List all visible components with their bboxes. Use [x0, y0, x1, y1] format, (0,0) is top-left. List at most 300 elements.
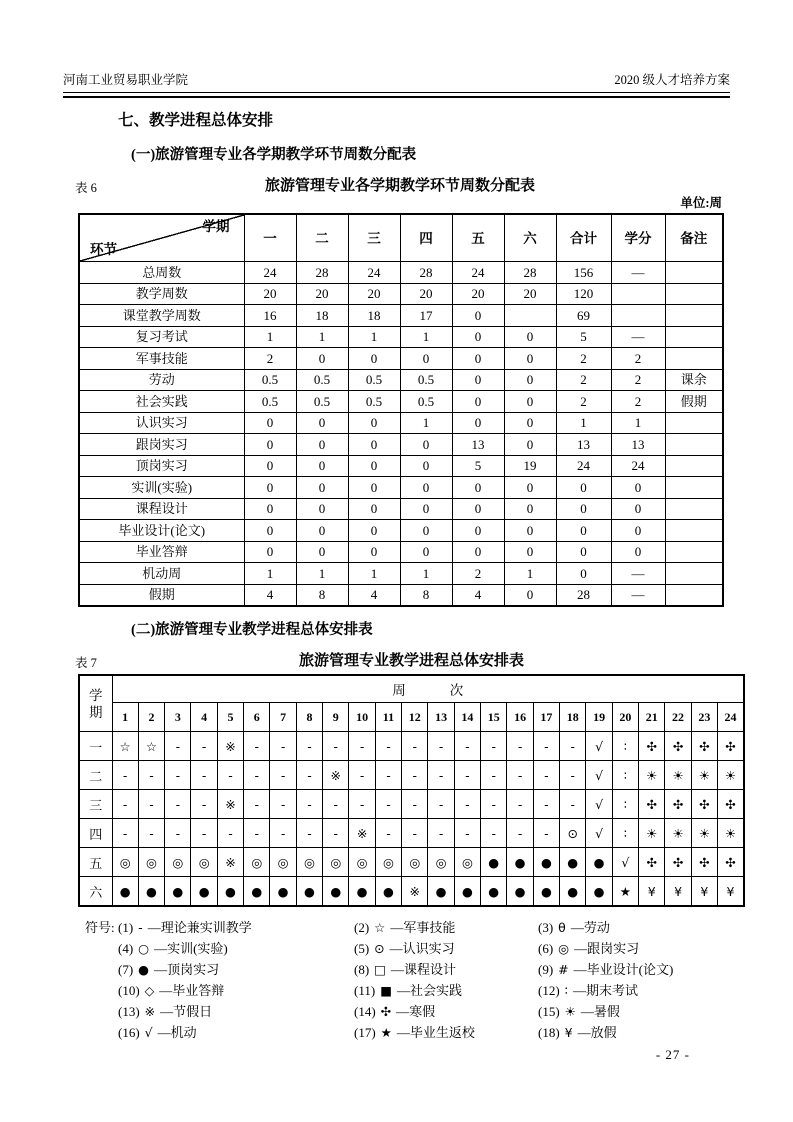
legend-item [538, 1001, 793, 1022]
table7-week-number: 14 [454, 703, 480, 732]
table6-cell: 18 [296, 305, 348, 327]
table6-row [79, 455, 723, 477]
table6-cell: 0 [348, 348, 400, 370]
table6-cell: 0.5 [296, 391, 348, 413]
table7-cell: - [244, 732, 270, 761]
table7-body [79, 732, 744, 907]
legend-line [85, 1001, 793, 1022]
table7-cell: ◎ [270, 848, 296, 877]
table6-cell: 28 [556, 584, 611, 606]
legend-item [354, 938, 538, 959]
table6-cell: 20 [296, 283, 348, 305]
table7-cell: ✣ [691, 848, 717, 877]
table7-cell: - [507, 732, 533, 761]
legend-prefix [85, 1022, 118, 1043]
table6-cell: 0 [452, 369, 504, 391]
table7-cell: ¥ [718, 877, 744, 907]
table7-cell: √ [586, 732, 612, 761]
legend-item-number: (5) [354, 941, 370, 956]
table6-row [79, 283, 723, 305]
table6-row [79, 412, 723, 434]
table7-cell: ∶ [612, 761, 638, 790]
table6-cell: 4 [348, 584, 400, 606]
table6-row-label: 跟岗实习 [79, 434, 244, 456]
table6-row [79, 326, 723, 348]
legend-item [538, 980, 793, 1001]
table6-column-header: 三 [348, 214, 400, 262]
table7-cell: ● [375, 877, 401, 907]
legend-item-symbol: □ [374, 962, 386, 977]
legend-item-symbol: ◇ [144, 983, 155, 998]
table7-row [79, 761, 744, 790]
table6-cell: 2 [556, 391, 611, 413]
table7-cell: - [560, 761, 586, 790]
table6-cell: 0 [611, 498, 665, 520]
table7-cell: √ [586, 819, 612, 848]
table6-cell: 5 [452, 455, 504, 477]
table7-week-number: 3 [165, 703, 191, 732]
table6-cell: 0 [296, 477, 348, 499]
table6-row-label: 复习考试 [79, 326, 244, 348]
legend-item-number: (13) [118, 1004, 140, 1019]
table6-cell [504, 305, 556, 327]
table7-cell: - [454, 732, 480, 761]
table6-row [79, 563, 723, 585]
table6-cell: 13 [611, 434, 665, 456]
table6-row-label: 认识实习 [79, 412, 244, 434]
table7-cell: - [217, 819, 243, 848]
table6-cell: 20 [348, 283, 400, 305]
legend-item-desc: —理论兼实训教学 [147, 920, 252, 935]
table7-cell: ✣ [665, 848, 691, 877]
table7-cell: ◎ [349, 848, 375, 877]
table6-cell: 0 [348, 541, 400, 563]
legend-item-number: (6) [538, 941, 554, 956]
legend-item-desc: —顶岗实习 [154, 962, 220, 977]
section-title: 七、教学进程总体安排 [118, 112, 274, 129]
table7-week-number: 19 [586, 703, 612, 732]
table7-cell: - [481, 790, 507, 819]
table6-cell: 0 [504, 541, 556, 563]
table6-cell: 1 [611, 412, 665, 434]
table6-cell: 19 [504, 455, 556, 477]
legend-item [354, 1022, 538, 1043]
table7-cell: ☀ [639, 761, 665, 790]
legend-item-number: (9) [538, 962, 554, 977]
table7-cell: - [138, 790, 164, 819]
table7-week-number: 8 [296, 703, 322, 732]
legend-line [85, 980, 793, 1001]
table6-cell: 0 [400, 348, 452, 370]
table6-cell: 0 [348, 498, 400, 520]
legend-item-symbol: - [138, 920, 143, 935]
table7-cell: - [323, 732, 349, 761]
legend-item-desc: —暑假 [580, 1004, 620, 1019]
table7-cell: - [428, 732, 454, 761]
table7-cell: ● [112, 877, 138, 907]
table6-cell: — [611, 326, 665, 348]
table7-row [79, 819, 744, 848]
table6-cell: 0 [556, 477, 611, 499]
table6-cell: 0 [611, 477, 665, 499]
table7-cell: - [270, 790, 296, 819]
table7-cell: - [165, 732, 191, 761]
table6-row-label: 假期 [79, 584, 244, 606]
table6-cell [665, 326, 723, 348]
legend-item-desc: —社会实践 [397, 983, 463, 998]
table6-cell: 2 [611, 391, 665, 413]
table6-cell: 0 [296, 434, 348, 456]
table6-row-label: 社会实践 [79, 391, 244, 413]
table7-row-label: 二 [79, 761, 112, 790]
table7-cell: - [296, 790, 322, 819]
table6-cell: 13 [452, 434, 504, 456]
table6-cell [665, 584, 723, 606]
table7-week-header: 周次 [112, 675, 744, 703]
table6-cell: 0 [296, 455, 348, 477]
table6-cell: 0 [244, 498, 296, 520]
table7-cell: √ [586, 790, 612, 819]
table7-cell: ● [428, 877, 454, 907]
table7-cell: ¥ [691, 877, 717, 907]
table6-row-label: 军事技能 [79, 348, 244, 370]
table7-label: 表 7 [75, 656, 97, 670]
legend-item-number: (10) [118, 983, 140, 998]
table6-cell: 0 [400, 455, 452, 477]
legend-item-symbol: ¥ [564, 1025, 573, 1040]
table7-cell: ✣ [691, 732, 717, 761]
legend-item-desc: —实训(实验) [154, 941, 228, 956]
table7-cell: - [349, 732, 375, 761]
table6-cell: 0 [504, 520, 556, 542]
legend-item-desc: —放假 [577, 1025, 617, 1040]
table6-cell: 0 [452, 326, 504, 348]
table6-header-row [79, 214, 723, 262]
table6-body [79, 262, 723, 607]
table6-cell: 24 [244, 262, 296, 284]
table6-unit: 单位:周 [680, 196, 722, 210]
legend-line [85, 917, 793, 938]
legend-prefix [85, 938, 118, 959]
page-header [63, 70, 730, 88]
table6-label: 表 6 [75, 181, 97, 195]
table6-cell: 24 [556, 455, 611, 477]
table6-cell: 1 [296, 563, 348, 585]
table6-row-label: 毕业答辩 [79, 541, 244, 563]
table7-cell: - [349, 761, 375, 790]
table6-cell: 0 [296, 498, 348, 520]
table6-row-label: 课程设计 [79, 498, 244, 520]
legend-line [85, 1022, 793, 1043]
table7-cell: ✣ [691, 790, 717, 819]
table7-cell: - [454, 819, 480, 848]
table6-cell: 0 [400, 434, 452, 456]
table7-cell: ● [586, 848, 612, 877]
legend-item-number: (8) [354, 962, 370, 977]
table7-cell: - [138, 761, 164, 790]
table6-cell: 0 [348, 477, 400, 499]
table6-cell [665, 477, 723, 499]
table6-cell: 0.5 [296, 369, 348, 391]
table6-cell: 17 [400, 305, 452, 327]
table6-cell: 24 [611, 455, 665, 477]
table7-cell: - [191, 761, 217, 790]
table7-row-label: 三 [79, 790, 112, 819]
table7-cell: √ [612, 848, 638, 877]
table7-cell: ● [191, 877, 217, 907]
legend-item [354, 959, 538, 980]
table7-cell: ⊙ [560, 819, 586, 848]
legend-item [354, 1001, 538, 1022]
legend-item-desc: —课程设计 [390, 962, 456, 977]
table6-cell: 0 [400, 477, 452, 499]
table6-cell: 0 [556, 563, 611, 585]
table7-title: 旅游管理专业教学进程总体安排表 [298, 653, 524, 669]
table7-cell: ☀ [691, 819, 717, 848]
table7-cell: - [244, 790, 270, 819]
table7-cell: - [296, 819, 322, 848]
legend-prefix: 符号: [85, 920, 115, 935]
table6-column-header: 备注 [665, 214, 723, 262]
table7-cell: ● [138, 877, 164, 907]
table6-cell: 20 [452, 283, 504, 305]
table6-cell: 69 [556, 305, 611, 327]
table7-cell: ※ [217, 848, 243, 877]
table6-cell: 120 [556, 283, 611, 305]
legend-item [538, 1022, 793, 1043]
table6-cell [665, 348, 723, 370]
table7-cell: ● [533, 848, 559, 877]
table6-column-header: 六 [504, 214, 556, 262]
header-rule [63, 92, 730, 98]
table6-title: 旅游管理专业各学期教学环节周数分配表 [264, 178, 535, 194]
table7-cell: - [428, 819, 454, 848]
table7-week-number: 17 [533, 703, 559, 732]
legend-item [538, 959, 793, 980]
table7-cell: - [402, 790, 428, 819]
table7-cell: ☀ [665, 819, 691, 848]
legend-item-number: (11) [354, 983, 376, 998]
weeks-allocation-table [78, 213, 724, 607]
table6-cell: 0 [244, 434, 296, 456]
table7-cell: - [244, 819, 270, 848]
legend-item [354, 980, 538, 1001]
legend-item-desc: —机动 [157, 1025, 197, 1040]
table6-cell: 0 [244, 455, 296, 477]
table6-cell: 5 [556, 326, 611, 348]
legend-item-number: (3) [538, 920, 554, 935]
legend-item [538, 917, 793, 938]
header-plan-name: 2020 级人才培养方案 [614, 73, 730, 87]
table7-week-number: 11 [375, 703, 401, 732]
table7-cell: - [165, 819, 191, 848]
table6-row-label: 毕业设计(论文) [79, 520, 244, 542]
table7-cell: - [217, 761, 243, 790]
table6-cell: 0.5 [400, 369, 452, 391]
legend-item-number: (14) [354, 1004, 376, 1019]
legend-item [118, 938, 354, 959]
header-school-name: 河南工业贸易职业学院 [63, 73, 189, 87]
table6-cell: 0 [611, 541, 665, 563]
table7-cell: ◎ [191, 848, 217, 877]
table7-cell: ✣ [639, 848, 665, 877]
table7-cell: ✣ [665, 732, 691, 761]
table7-cell: ※ [402, 877, 428, 907]
table6-cell [665, 541, 723, 563]
table6-cell: 课余 [665, 369, 723, 391]
table6-cell: 0 [452, 305, 504, 327]
table7-week-number: 7 [270, 703, 296, 732]
table7-cell: ● [586, 877, 612, 907]
table6-cell [665, 283, 723, 305]
legend-item-symbol: ☆ [374, 920, 386, 935]
table7-cell: - [191, 732, 217, 761]
corner-label-stage: 环节 [90, 242, 117, 257]
table7-week-number: 18 [560, 703, 586, 732]
table7-week-number: 23 [691, 703, 717, 732]
table6-cell: 2 [556, 348, 611, 370]
table6-cell: 0 [244, 477, 296, 499]
legend-item-symbol: ● [138, 962, 150, 977]
table6-column-header: 二 [296, 214, 348, 262]
table6-cell: 0 [244, 541, 296, 563]
table7-cell: ● [560, 877, 586, 907]
table6-cell: 4 [244, 584, 296, 606]
table7-cell: - [402, 819, 428, 848]
table6-cell: 0 [556, 498, 611, 520]
table7-cell: - [454, 790, 480, 819]
table7-week-number: 6 [244, 703, 270, 732]
table6-cell: 0 [400, 498, 452, 520]
table7-cell: ✣ [639, 732, 665, 761]
table6-cell: 156 [556, 262, 611, 284]
table7-cell: ● [507, 848, 533, 877]
table6-cell [611, 305, 665, 327]
legend-item-symbol: # [558, 962, 569, 977]
table7-week-number: 20 [612, 703, 638, 732]
table6-cell: 20 [244, 283, 296, 305]
header-rule-thin [63, 92, 730, 93]
table7-cell: ◎ [428, 848, 454, 877]
table6-cell [665, 455, 723, 477]
table7-cell: ◎ [375, 848, 401, 877]
table7-cell: ☀ [639, 819, 665, 848]
table6-row-label: 机动周 [79, 563, 244, 585]
table7-cell: - [349, 790, 375, 819]
legend-item [118, 959, 354, 980]
table6-row-label: 课堂教学周数 [79, 305, 244, 327]
legend-item-number: (2) [354, 920, 370, 935]
table6-cell: 2 [244, 348, 296, 370]
legend-item-desc: —期末考试 [572, 983, 638, 998]
legend-item-desc: —节假日 [160, 1004, 213, 1019]
table7-header-row [79, 675, 744, 703]
legend-item-number: (7) [118, 962, 134, 977]
table6-row [79, 434, 723, 456]
table6-cell: — [611, 563, 665, 585]
table6-cell: 2 [556, 369, 611, 391]
table6-cell: 0 [504, 391, 556, 413]
legend-item-desc: —认识实习 [389, 941, 455, 956]
table7-cell: - [507, 819, 533, 848]
table6-cell: 8 [400, 584, 452, 606]
table6-row-label: 教学周数 [79, 283, 244, 305]
legend-item-desc: —毕业答辩 [159, 983, 225, 998]
table6-cell: 1 [244, 563, 296, 585]
table6-cell [665, 563, 723, 585]
table7-cell: - [112, 790, 138, 819]
table6-cell: 0 [244, 520, 296, 542]
table7-week-number: 12 [402, 703, 428, 732]
legend-item-number: (15) [538, 1004, 560, 1019]
table6-cell: 4 [452, 584, 504, 606]
table6-cell: 0 [348, 520, 400, 542]
table7-cell: - [296, 761, 322, 790]
legend-item-desc: —毕业设计(论文) [573, 962, 674, 977]
table6-cell: 28 [296, 262, 348, 284]
legend-line [85, 959, 793, 980]
table6-cell: 0 [504, 477, 556, 499]
table7-cell: ◎ [296, 848, 322, 877]
table7-week-number: 21 [639, 703, 665, 732]
table7-cell: ● [270, 877, 296, 907]
table7-cell: - [402, 732, 428, 761]
table6-cell: 13 [556, 434, 611, 456]
legend-item-symbol: ○ [138, 941, 150, 956]
table7-cell: ✣ [639, 790, 665, 819]
table7-cell: ☀ [691, 761, 717, 790]
table7-cell: - [244, 761, 270, 790]
table6-cell: 0 [296, 348, 348, 370]
table7-cell: - [481, 761, 507, 790]
table7-cell: √ [586, 761, 612, 790]
table7-cell: - [270, 761, 296, 790]
legend-item-symbol: ★ [380, 1025, 392, 1040]
table7-week-numbers [79, 703, 744, 732]
table6-cell: 8 [296, 584, 348, 606]
legend-line [85, 938, 793, 959]
table7-row [79, 790, 744, 819]
table6-row [79, 520, 723, 542]
table7-week-number: 9 [323, 703, 349, 732]
table7-row [79, 877, 744, 907]
table7-cell: - [533, 732, 559, 761]
table7-week-number: 13 [428, 703, 454, 732]
table6-cell: 0 [400, 520, 452, 542]
table7-week-number: 1 [112, 703, 138, 732]
table7-row-label: 五 [79, 848, 112, 877]
table6-cell: 0 [556, 520, 611, 542]
table7-caption [0, 652, 793, 671]
table6-cell: 0 [296, 541, 348, 563]
table6-cell: 0 [504, 434, 556, 456]
table7-cell: - [454, 761, 480, 790]
table7-cell: ✣ [718, 732, 744, 761]
legend-item-symbol: ∶ [564, 983, 568, 998]
legend-item [538, 938, 793, 959]
table7-cell: - [165, 790, 191, 819]
legend-item-desc: —跟岗实习 [574, 941, 640, 956]
table6-cell [665, 498, 723, 520]
table6-cell: 假期 [665, 391, 723, 413]
table6-cell: 1 [400, 412, 452, 434]
table7-cell: ☀ [718, 761, 744, 790]
table7-cell: ◎ [402, 848, 428, 877]
table7-row [79, 732, 744, 761]
table6-row [79, 391, 723, 413]
header-rule-thick [63, 96, 730, 98]
table7-cell: - [402, 761, 428, 790]
